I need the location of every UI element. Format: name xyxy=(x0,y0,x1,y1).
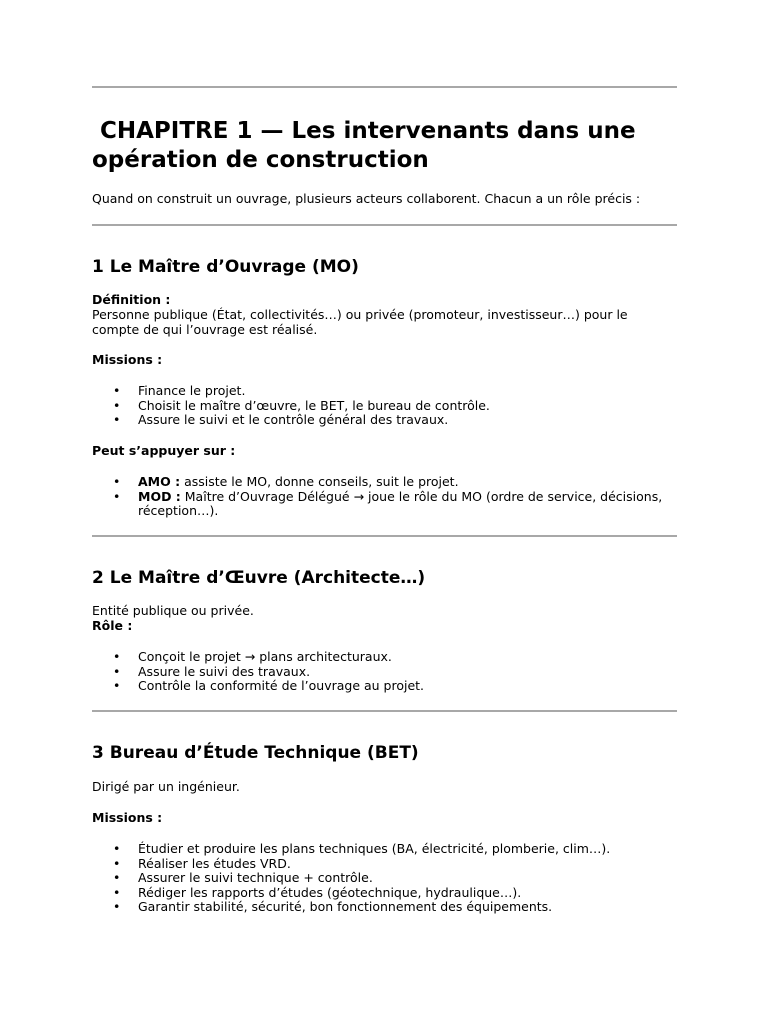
page-title: CHAPITRE 1 — Les intervenants dans une opération de construction xyxy=(92,118,644,173)
list-item: • Rédiger les rapports d’études (géotechnique, hydraulique…). xyxy=(92,886,677,901)
section-1-heading: 1 Le Maître d’Ouvrage (MO) xyxy=(92,257,359,277)
missions-label: Missions : xyxy=(92,810,163,825)
role-label: Rôle : xyxy=(92,618,133,633)
list-item: • Conçoit le projet → plans architecturaux. xyxy=(92,650,677,665)
list-item-term: MOD : xyxy=(138,488,181,504)
divider xyxy=(92,224,677,226)
list-item: • Garantir stabilité, sécurité, bon fonctionnement des équipements. xyxy=(92,900,677,915)
definition-label: Définition : xyxy=(92,292,171,307)
support-label: Peut s’appuyer sur : xyxy=(92,443,236,458)
mo-missions-list xyxy=(92,384,677,428)
list-item: • Assurer le suivi technique + contrôle. xyxy=(92,871,677,886)
mo-support-list xyxy=(92,475,677,519)
divider xyxy=(92,86,677,88)
entity-text: Entité publique ou privée. xyxy=(92,603,254,618)
section-3-heading: 3 Bureau d’Étude Technique (BET) xyxy=(92,743,419,763)
missions-label: Missions : xyxy=(92,352,163,367)
list-item: • Finance le projet. xyxy=(92,384,677,399)
divider xyxy=(92,535,677,537)
divider xyxy=(92,710,677,712)
list-item: • Choisit le maître d’œuvre, le BET, le bureau de contrôle. xyxy=(92,399,677,414)
list-item: • Réaliser les études VRD. xyxy=(92,857,677,872)
list-item-text: Maître d’Ouvrage Délégué → joue le rôle du MO (ordre de service, décisions, réception…). xyxy=(138,488,663,518)
list-item: • Étudier et produire les plans techniques (BA, électricité, plomberie, clim…). xyxy=(92,842,677,857)
list-item-term: AMO : xyxy=(138,474,181,489)
section-2-heading: 2 Le Maître d’Œuvre (Architecte…) xyxy=(92,568,426,588)
definition-text: Personne publique (État, collectivités…) ou privée (promoteur, investisseur…) pour le compte de qui l’ouvrage est réalisé. xyxy=(92,307,628,337)
list-item: • Assure le suivi des travaux. xyxy=(92,665,677,680)
bet-missions-list xyxy=(92,842,677,915)
list-item: • Contrôle la conformité de l’ouvrage au projet. xyxy=(92,679,677,694)
list-item-text: assiste le MO, donne conseils, suit le projet. xyxy=(180,474,459,489)
list-item xyxy=(92,490,677,519)
directed-text: Dirigé par un ingénieur. xyxy=(92,779,240,794)
list-item: • Assure le suivi et le contrôle général des travaux. xyxy=(92,413,677,428)
list-item xyxy=(92,475,677,490)
moe-roles-list xyxy=(92,650,677,694)
intro-paragraph: Quand on construit un ouvrage, plusieurs acteurs collaborent. Chacun a un rôle précis : xyxy=(92,191,641,206)
